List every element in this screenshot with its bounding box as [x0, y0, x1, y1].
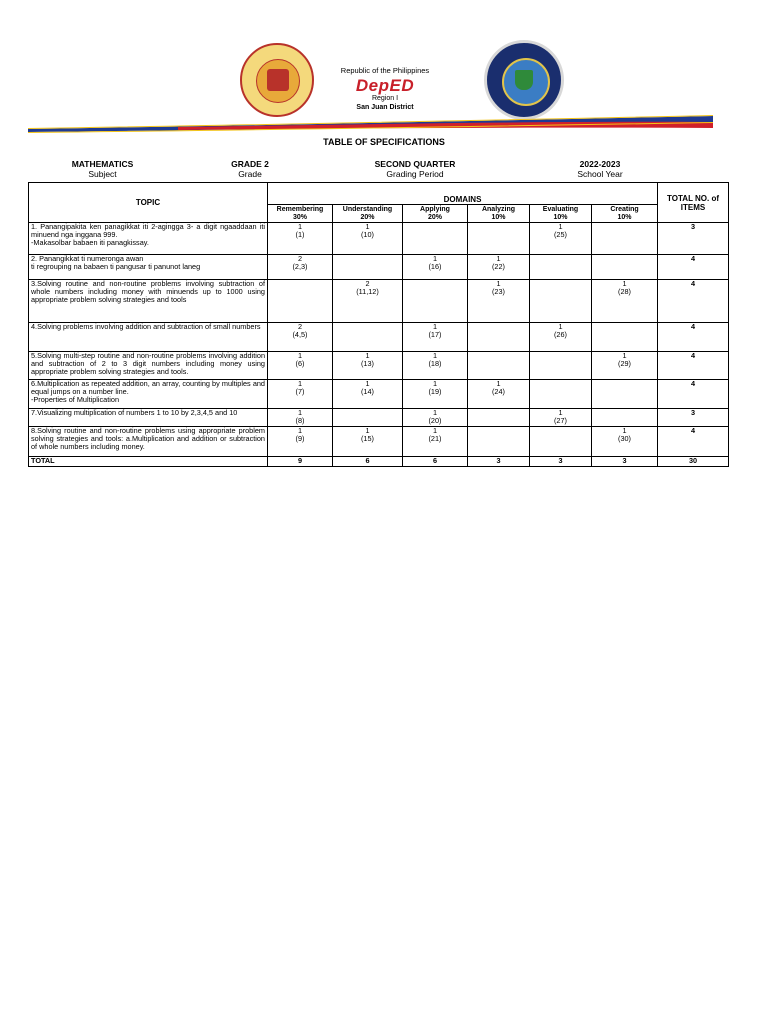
domain-cell: 1 (24) [468, 380, 530, 409]
domain-header-creating: Creating 10% [592, 205, 658, 223]
republic-text: Republic of the Philippines [340, 66, 430, 75]
page-title: TABLE OF SPECIFICATIONS [323, 137, 445, 147]
domain-cell: 2 (4,5) [268, 323, 333, 352]
domain-cell: 1 (19) [403, 380, 468, 409]
subject-value: MATHEMATICS [71, 159, 134, 169]
domain-cell [468, 352, 530, 380]
domain-cell [530, 380, 592, 409]
grade-info [210, 159, 290, 179]
domain-cell: 1 (10) [333, 223, 403, 255]
domain-cell: 1 (6) [268, 352, 333, 380]
domain-cell: 1 (27) [530, 409, 592, 427]
row-total-cell: 4 [658, 255, 729, 280]
domain-cell [530, 280, 592, 323]
row-total-cell: 4 [658, 427, 729, 457]
letterhead [320, 66, 450, 111]
domain-cell: 1 (21) [403, 427, 468, 457]
grand-total-cell: 30 [658, 457, 729, 467]
domain-cell: 1 (16) [403, 255, 468, 280]
topic-cell: 2. Panangikkat ti numeronga awan ti regrouping na babaen ti pangusar ti panunot laneg [29, 255, 268, 280]
domain-cell [403, 223, 468, 255]
table-row [29, 223, 729, 255]
domain-cell: 1 (30) [592, 427, 658, 457]
domain-cell: 1 (15) [333, 427, 403, 457]
domain-cell [530, 255, 592, 280]
row-total-cell: 4 [658, 280, 729, 323]
domain-cell [592, 255, 658, 280]
topic-cell: 1. Panangipakita ken panagikkat iti 2-agingga 3- a digit ngaaddaan iti minuend nga inggana 999. -Makasolbar babaen iti panagkissay. [29, 223, 268, 255]
domain-cell [468, 409, 530, 427]
domain-header-applying: Applying 20% [403, 205, 468, 223]
totals-label: TOTAL [29, 457, 268, 467]
domain-cell [333, 409, 403, 427]
year-value: 2022-2023 [579, 159, 621, 169]
topic-cell: 7.Visualizing multiplication of numbers 1 to 10 by 2,3,4,5 and 10 [29, 409, 268, 427]
district-text: San Juan District [356, 104, 414, 111]
topic-cell: 5.Solving multi-step routine and non-routine problems involving addition and subtraction of 2 to 3 digit numbers including money using appropriate problem solving strategies and tools. [29, 352, 268, 380]
domain-cell [468, 323, 530, 352]
domain-cell: 1 (20) [403, 409, 468, 427]
year-info [555, 159, 645, 179]
domain-total-cell: 9 [268, 457, 333, 467]
domain-header-understanding: Understanding 20% [333, 205, 403, 223]
domain-header-remembering: Remembering 30% [268, 205, 333, 223]
row-total-cell: 3 [658, 223, 729, 255]
period-value: SECOND QUARTER [374, 159, 456, 169]
table-row [29, 352, 729, 380]
domain-cell [592, 223, 658, 255]
domain-cell [403, 280, 468, 323]
domain-cell [468, 223, 530, 255]
subject-label: Subject [88, 169, 117, 179]
domain-cell: 1 (8) [268, 409, 333, 427]
domain-cell [468, 427, 530, 457]
domain-total-cell: 3 [468, 457, 530, 467]
domain-cell [333, 323, 403, 352]
row-total-cell: 4 [658, 323, 729, 352]
deped-wordmark: DepED [355, 76, 415, 95]
header-banner-stripe [28, 113, 713, 135]
domain-cell [333, 255, 403, 280]
domain-cell [592, 380, 658, 409]
domain-cell [530, 427, 592, 457]
topic-cell: 3.Solving routine and non-routine problems involving subtraction of whole numbers including money with minuends up to 1000 using appropriate problem solving strategies and tools [29, 280, 268, 323]
domain-cell [592, 323, 658, 352]
domain-total-cell: 3 [592, 457, 658, 467]
domain-total-cell: 6 [333, 457, 403, 467]
table-row [29, 427, 729, 457]
table-row [29, 280, 729, 323]
totals-row [29, 457, 729, 467]
grade-label: Grade [238, 169, 262, 179]
subject-info [55, 159, 150, 179]
row-total-cell: 4 [658, 352, 729, 380]
total-items-header: TOTAL NO. of ITEMS [658, 183, 729, 223]
domain-cell [268, 280, 333, 323]
domains-header: DOMAINS [268, 183, 658, 205]
topic-cell: 8.Solving routine and non-routine problems using appropriate problem solving strategies and tools: a.Multiplication and addition or subtraction of whole numbers including money. [29, 427, 268, 457]
domain-total-cell: 6 [403, 457, 468, 467]
table-row [29, 255, 729, 280]
domain-cell: 1 (29) [592, 352, 658, 380]
domain-cell [530, 352, 592, 380]
domain-total-cell: 3 [530, 457, 592, 467]
row-total-cell: 4 [658, 380, 729, 409]
domain-cell: 1 (23) [468, 280, 530, 323]
row-total-cell: 3 [658, 409, 729, 427]
domain-header-analyzing: Analyzing 10% [468, 205, 530, 223]
domain-cell: 1 (17) [403, 323, 468, 352]
topic-header: TOPIC [29, 183, 268, 223]
specifications-table [28, 182, 729, 467]
domain-cell: 1 (25) [530, 223, 592, 255]
table-row [29, 380, 729, 409]
topic-cell: 4.Solving problems involving addition and subtraction of small numbers [29, 323, 268, 352]
domain-cell: 1 (13) [333, 352, 403, 380]
grade-value: GRADE 2 [231, 159, 269, 169]
year-label: School Year [577, 169, 623, 179]
domain-header-evaluating: Evaluating 10% [530, 205, 592, 223]
domain-cell: 1 (28) [592, 280, 658, 323]
domain-cell: 1 (18) [403, 352, 468, 380]
period-label: Grading Period [386, 169, 444, 179]
domain-cell: 2 (11,12) [333, 280, 403, 323]
domain-cell: 1 (1) [268, 223, 333, 255]
table-row [29, 409, 729, 427]
domain-cell: 1 (22) [468, 255, 530, 280]
topic-cell: 6.Multiplication as repeated addition, an array, counting by multiples and equal jumps on a number line. -Properties of Multiplication [29, 380, 268, 409]
domain-cell: 1 (26) [530, 323, 592, 352]
school-seal-logo [240, 43, 314, 117]
domain-cell: 1 (14) [333, 380, 403, 409]
domain-cell: 2 (2,3) [268, 255, 333, 280]
period-info [350, 159, 480, 179]
domain-cell [592, 409, 658, 427]
region-text: Region I [371, 95, 399, 102]
table-row [29, 323, 729, 352]
domain-cell: 1 (9) [268, 427, 333, 457]
domain-cell: 1 (7) [268, 380, 333, 409]
department-of-education-seal [484, 40, 564, 120]
